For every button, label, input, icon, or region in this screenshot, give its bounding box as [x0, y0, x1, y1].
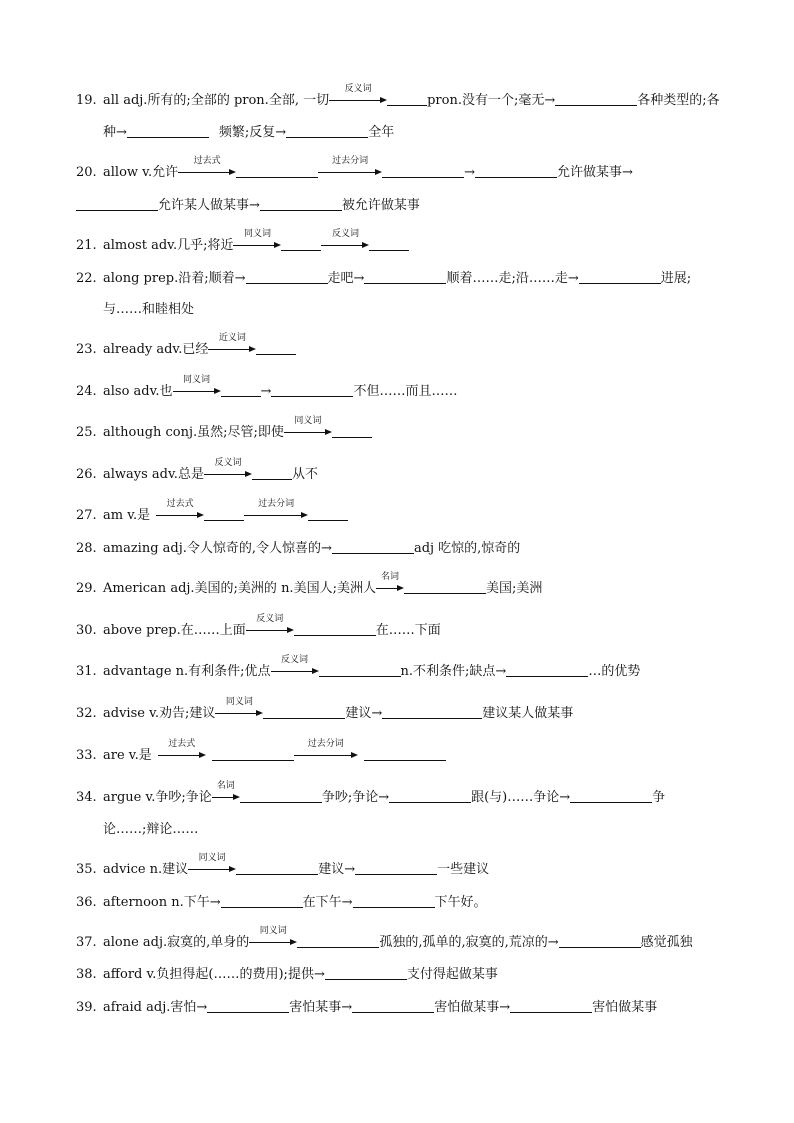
item-text: 顺着……走;沿……走→	[446, 271, 579, 286]
item-text: advantage n.有利条件;优点	[103, 664, 271, 679]
arrow-synonym: 同义词	[249, 933, 297, 947]
item-33	[76, 739, 446, 765]
item-text: 频繁;反复→	[218, 125, 287, 140]
answer-blank[interactable]	[76, 197, 158, 211]
item-31	[76, 655, 641, 681]
answer-blank[interactable]	[325, 966, 407, 980]
arrow-synonym: 同义词	[188, 860, 236, 874]
answer-blank[interactable]	[281, 237, 321, 251]
item-19-cont	[103, 124, 394, 142]
answer-blank[interactable]	[364, 747, 446, 761]
item-number: 19.	[76, 93, 97, 108]
answer-blank[interactable]	[263, 705, 345, 719]
answer-blank[interactable]	[294, 622, 376, 636]
item-text: 美国;美洲	[485, 581, 543, 596]
item-text: American adj.美国的;美洲的 n.美国人;美洲人	[103, 581, 376, 596]
item-number: 22.	[76, 271, 97, 286]
arrow-antonym: 反义词	[329, 91, 387, 105]
answer-blank[interactable]	[510, 999, 592, 1013]
answer-blank[interactable]	[332, 424, 372, 438]
answer-blank[interactable]	[353, 894, 435, 908]
item-20-cont	[76, 197, 420, 215]
item-29	[76, 572, 543, 598]
item-text: afraid adj.害怕→	[103, 1000, 208, 1015]
item-21	[76, 229, 409, 255]
item-number: 25.	[76, 425, 97, 440]
answer-blank[interactable]	[475, 164, 557, 178]
answer-blank[interactable]	[382, 705, 482, 719]
answer-blank[interactable]	[389, 789, 471, 803]
item-text: 从不	[291, 467, 318, 482]
item-35	[76, 853, 490, 879]
answer-blank[interactable]	[236, 164, 318, 178]
arrow-antonym: 反义词	[321, 236, 369, 250]
arrow-past-participle: 过去分词	[294, 746, 358, 760]
item-text: 害怕做某事→	[434, 1000, 511, 1015]
item-text: 下午好。	[434, 895, 487, 910]
arrow-antonym: 反义词	[246, 621, 294, 635]
item-number: 31.	[76, 664, 97, 679]
arrow-past-tense: 过去式	[156, 506, 204, 520]
answer-blank[interactable]	[387, 92, 427, 106]
arrow-past-tense: 过去式	[178, 163, 236, 177]
item-text: are v.是	[103, 748, 152, 763]
item-text: 论……;辩论……	[103, 822, 199, 837]
answer-blank[interactable]	[127, 124, 209, 138]
item-37	[76, 926, 693, 952]
item-number: 32.	[76, 706, 97, 721]
item-text: →	[260, 384, 272, 399]
item-number: 30.	[76, 623, 97, 638]
arrow-synonym: 同义词	[233, 236, 281, 250]
item-19	[76, 84, 720, 110]
item-text: 一些建议	[437, 862, 490, 877]
item-text: 被允许做某事	[341, 198, 420, 213]
answer-blank[interactable]	[286, 124, 368, 138]
item-text: 孤独的,孤单的,寂寞的,荒凉的→	[379, 935, 559, 950]
item-text: 不但……而且……	[353, 384, 458, 399]
item-32	[76, 697, 574, 723]
item-22-cont	[103, 301, 194, 319]
item-20	[76, 156, 633, 182]
answer-blank[interactable]	[579, 270, 661, 284]
item-text: 争吵;争论→	[321, 790, 390, 805]
item-27	[76, 499, 348, 525]
answer-blank[interactable]	[352, 999, 434, 1013]
item-text: already adv.已经	[103, 342, 209, 357]
item-25	[76, 416, 372, 442]
item-text: 全年	[368, 125, 395, 140]
item-text: 在……下面	[375, 623, 441, 638]
item-text: 害怕某事→	[289, 1000, 353, 1015]
item-number: 23.	[76, 342, 97, 357]
item-text: 允许某人做某事→	[158, 198, 260, 213]
answer-blank[interactable]	[404, 580, 486, 594]
answer-blank[interactable]	[382, 164, 464, 178]
answer-blank[interactable]	[212, 747, 294, 761]
item-text: adj 吃惊的,惊奇的	[413, 541, 521, 556]
item-text: 建议某人做某事	[482, 706, 574, 721]
item-text: argue v.争吵;争论	[103, 790, 212, 805]
item-text: n.不利条件;缺点→	[400, 664, 507, 679]
item-number: 21.	[76, 238, 97, 253]
arrow-synonym: 同义词	[173, 382, 221, 396]
item-text: 允许做某事→	[557, 165, 633, 180]
answer-blank[interactable]	[236, 861, 318, 875]
answer-blank[interactable]	[256, 341, 296, 355]
arrow-past-participle: 过去分词	[318, 163, 382, 177]
answer-blank[interactable]	[559, 934, 641, 948]
item-text: 在下午→	[302, 895, 353, 910]
item-text: afford v.负担得起(……的费用);提供→	[103, 967, 325, 982]
item-number: 20.	[76, 165, 97, 180]
answer-blank[interactable]	[252, 466, 292, 480]
arrow-antonym: 反义词	[204, 465, 252, 479]
arrow-synonym: 同义词	[284, 423, 332, 437]
item-number: 26.	[76, 467, 97, 482]
item-text: 争	[652, 790, 666, 805]
item-text: although conj.虽然;尽管;即使	[103, 425, 284, 440]
item-23	[76, 333, 296, 359]
item-text: 各种类型的;各	[637, 93, 720, 108]
item-text: afternoon n.下午→	[103, 895, 221, 910]
answer-blank[interactable]	[308, 507, 348, 521]
item-number: 38.	[76, 967, 97, 982]
item-34	[76, 781, 666, 807]
item-text: allow v.允许	[103, 165, 179, 180]
item-text: alone adj.寂寞的,单身的	[103, 935, 250, 950]
arrow-antonym: 反义词	[271, 662, 319, 676]
item-text: 进展;	[660, 271, 692, 286]
answer-blank[interactable]	[364, 270, 446, 284]
item-number: 29.	[76, 581, 97, 596]
item-number: 34.	[76, 790, 97, 805]
item-text: advise v.劝告;建议	[103, 706, 216, 721]
item-38	[76, 966, 498, 984]
answer-blank[interactable]	[240, 789, 322, 803]
item-number: 28.	[76, 541, 97, 556]
item-text: also adv.也	[103, 384, 173, 399]
item-text: 与……和睦相处	[103, 302, 195, 317]
item-22	[76, 270, 691, 288]
item-text: all adj.所有的;全部的 pron.全部, 一切	[103, 93, 330, 108]
item-text: above prep.在……上面	[103, 623, 246, 638]
arrow-past-participle: 过去分词	[244, 506, 308, 520]
answer-blank[interactable]	[319, 663, 401, 677]
answer-blank[interactable]	[355, 861, 437, 875]
item-number: 33.	[76, 748, 97, 763]
item-text: 建议→	[345, 706, 383, 721]
item-number: 24.	[76, 384, 97, 399]
item-text: 支付得起做某事	[406, 967, 498, 982]
item-number: 39.	[76, 1000, 97, 1015]
item-24	[76, 375, 458, 401]
item-text: 种→	[103, 125, 127, 140]
answer-blank[interactable]	[271, 383, 353, 397]
item-text: always adv.总是	[103, 467, 204, 482]
item-text: along prep.沿着;顺着→	[103, 271, 246, 286]
answer-blank[interactable]	[570, 789, 652, 803]
arrow-past-tense: 过去式	[158, 746, 206, 760]
item-text: 感觉孤独	[640, 935, 693, 950]
item-text: 建议→	[318, 862, 356, 877]
item-text: 害怕做某事	[592, 1000, 658, 1015]
item-text: am v.是	[103, 508, 151, 523]
answer-blank[interactable]	[204, 507, 244, 521]
answer-blank[interactable]	[332, 540, 414, 554]
item-number: 27.	[76, 508, 97, 523]
item-36	[76, 894, 487, 912]
item-30	[76, 614, 441, 640]
answer-blank[interactable]	[221, 894, 303, 908]
arrow-near-synonym: 近义词	[208, 340, 256, 354]
item-number: 36.	[76, 895, 97, 910]
answer-blank[interactable]	[260, 197, 342, 211]
answer-blank[interactable]	[369, 237, 409, 251]
item-text: advice n.建议	[103, 862, 189, 877]
item-text: 走吧→	[327, 271, 365, 286]
answer-blank[interactable]	[297, 934, 379, 948]
arrow-noun: 名词	[212, 788, 240, 802]
item-text: pron.没有一个;毫无→	[427, 93, 556, 108]
item-number: 37.	[76, 935, 97, 950]
item-26	[76, 458, 318, 484]
answer-blank[interactable]	[221, 383, 261, 397]
item-text: amazing adj.令人惊奇的,令人惊喜的→	[103, 541, 332, 556]
arrow-synonym: 同义词	[215, 704, 263, 718]
arrow-noun: 名词	[376, 579, 404, 593]
answer-blank[interactable]	[555, 92, 637, 106]
item-text: almost adv.几乎;将近	[103, 238, 234, 253]
item-text: …的优势	[588, 664, 641, 679]
item-text: 跟(与)……争论→	[471, 790, 571, 805]
item-34-cont	[103, 821, 198, 839]
answer-blank[interactable]	[246, 270, 328, 284]
answer-blank[interactable]	[506, 663, 588, 677]
answer-blank[interactable]	[207, 999, 289, 1013]
item-text: →	[464, 165, 475, 180]
item-number: 35.	[76, 862, 97, 877]
item-28	[76, 540, 520, 558]
item-39	[76, 999, 657, 1017]
